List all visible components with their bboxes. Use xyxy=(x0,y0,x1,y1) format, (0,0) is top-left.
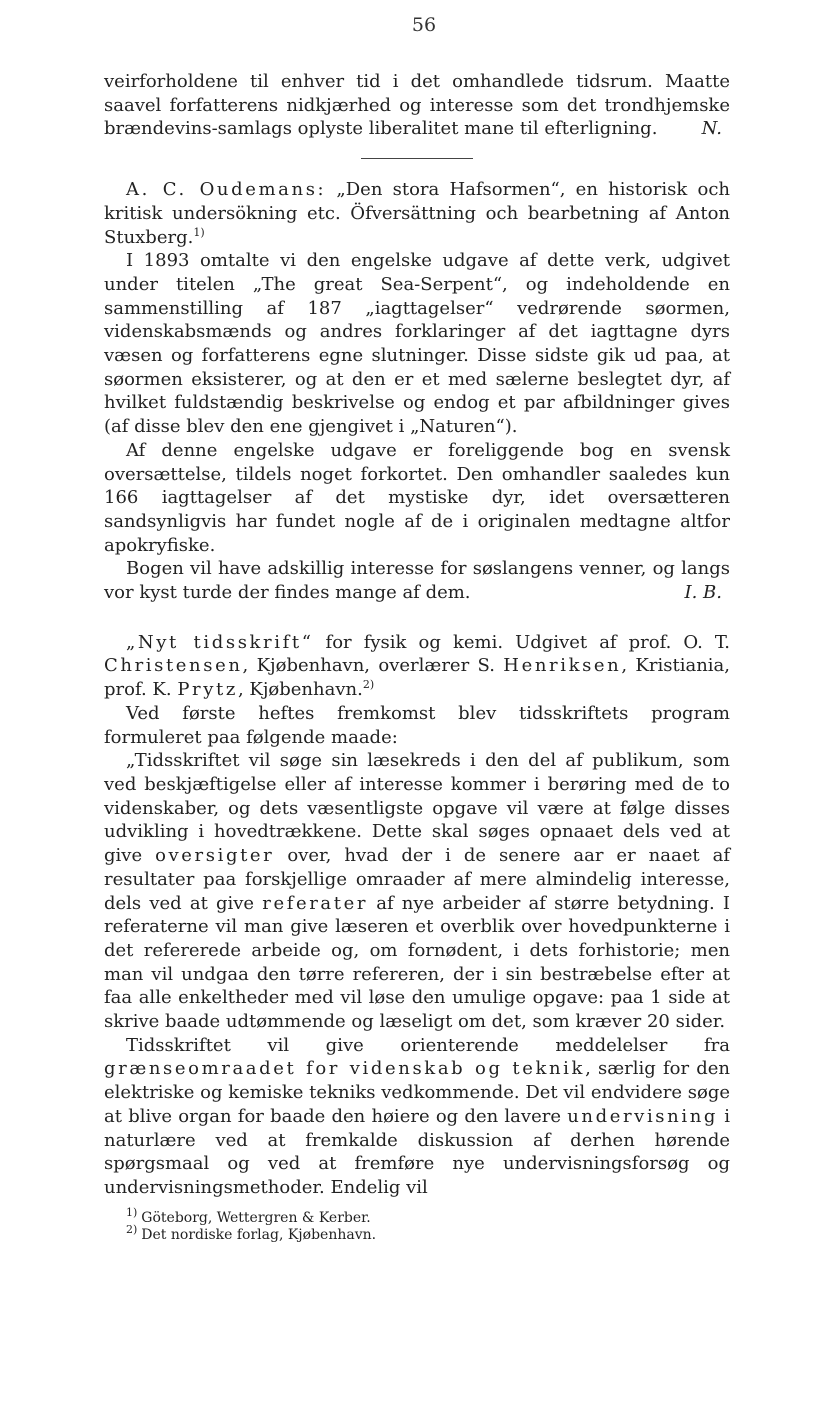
emph-oversigter: oversigter xyxy=(155,845,275,867)
continuation-paragraph xyxy=(104,70,730,141)
review2-para2 xyxy=(104,749,730,1033)
footnote-2-mark: 2) xyxy=(126,1222,138,1236)
review2-para2-a: „Tidsskriftet vil søge sin læsekreds i den del af publikum, som ved beskjæftigelse eller af interesse kommer i berøring med de to videnskaber, og dets væsentligste opgave vil være at følge disses udvikling i hovedtrækkene. Dette skal søges opnaaet dels ved at give xyxy=(104,750,730,867)
review2-heading xyxy=(104,631,730,702)
review1-para1: I 1893 omtalte vi den engelske udgave af dette verk, udgivet under titelen „The great Sea-Serpent“, og indeholdende en sammenstilling af 187 „iagttagelser“ vedrørende søormen, videnskabsmænds og andres forklaringer af det iagttagne dyrs væsen og forfatterens egne slutninger. Disse sidste gik ud paa, at søormen eksisterer, og at den er et med sælerne beslegtet dyr, af hvilket fuldstændig beskrivelse og endog et par afbildninger gives (af disse blev den ene gjengivet i „Naturen“). xyxy=(104,250,730,438)
footnote-ref-1: 1) xyxy=(193,225,205,239)
footnote-1-text: Göteborg, Wettergren & Kerber. xyxy=(141,1209,371,1226)
review1-title: „Den stora Hafsormen“, en historisk och kritisk undersökning etc. Öfversättning och bearbetning af Anton Stuxberg. xyxy=(104,179,730,248)
signature-ib: I. B. xyxy=(684,582,722,604)
review1-para3 xyxy=(104,557,730,604)
review2-para3-a: Tidsskriftet vil give orienterende meddelelser fra xyxy=(126,1034,730,1056)
review2-para3-c: i naturlære ved at fremkalde diskussion af derhen hørende spørgsmaal og ved at fremføre nye undervisningsforsøg og undervisningsmethoder. Endelig vil xyxy=(104,1105,730,1198)
editor-christensen: Christensen xyxy=(104,655,243,677)
review2-text3: , Kjøbenhavn. xyxy=(237,679,363,701)
continuation-text: veirforholdene til enhver tid i det omhandlede tidsrum. Maatte saavel forfatterens nidkjærhed og interesse som det trondhjemske brændevins-samlags oplyste liberalitet mane til efterligning. xyxy=(104,71,730,140)
signature-n: N. xyxy=(701,118,722,140)
footnote-2-text: Det nordiske forlag, Kjøbenhavn. xyxy=(141,1226,377,1243)
review2-para2-c: af nye arbeider af større betydning. I referaterne vil man give læseren et overblik over hovedpunkterne i det refererede arbeide og, om fornødent, i dets forhistorie; men man vil undgaa den tørre refereren, der i sin bestræbelse efter at faa alle enkeltheder med vil løse den umulige opgave: paa 1 side at skrive baade udtømmende og læseligt om det, som kræver 20 sider. xyxy=(104,892,730,1033)
footnote-2 xyxy=(126,1222,730,1244)
section-divider xyxy=(361,158,473,159)
emph-referater: referater xyxy=(262,892,369,914)
footnote-1-mark: 1) xyxy=(126,1205,138,1219)
editor-prytz: Prytz xyxy=(177,679,238,701)
review1-author: A. C. Oudemans: xyxy=(126,179,327,201)
review2-para1: Ved første heftes fremkomst blev tidsskriftets program formuleret paa følgende maade: xyxy=(104,702,730,748)
review2-title-rest: for fysik og kemi. Udgivet af prof. O. T. xyxy=(313,631,730,653)
emph-undervisning: undervisning xyxy=(567,1105,719,1127)
spacer xyxy=(104,605,730,631)
review1-para2: Af denne engelske udgave er foreliggende bog en svensk oversættelse, tildels noget forkortet. Den omhandler saaledes kun 166 iagttagelser af det mystiske dyr, idet oversætteren sandsynligvis har fundet nogle af de i originalen medtagne altfor apokryfiske. xyxy=(104,439,730,556)
editor-henriksen: Henriksen xyxy=(503,655,622,677)
page-number: 56 xyxy=(411,14,437,36)
review1-para3-text: Bogen vil have adskillig interesse for søslangens venner, og langs vor kyst turde der findes mange af dem. xyxy=(104,558,730,604)
review2-para3-b: , særlig for den elektriske og kemiske tekniks vedkommende. Det vil endvidere søge at blive organ for baade den høiere og den lavere xyxy=(104,1058,731,1127)
emph-graenseomraadet: grænseomraadet for videnskab og teknik xyxy=(104,1058,586,1080)
footnote-ref-2: 2) xyxy=(362,678,375,692)
review2-text1: , Kjøbenhavn, overlærer S. xyxy=(242,655,504,677)
review1-heading xyxy=(104,178,730,249)
review2-title: „Nyt tidsskrift“ xyxy=(126,631,314,653)
page-body xyxy=(104,70,730,1244)
review2-para2-b: over, hvad der i de senere aar er naaet af resultater paa forskjellige omraader af mere almindelig interesse, dels ved at give xyxy=(104,845,730,914)
review2-para3 xyxy=(104,1034,730,1200)
footnote-1 xyxy=(126,1205,730,1227)
footnotes xyxy=(104,1205,730,1244)
review2-text2: , Kristiania, prof. K. xyxy=(104,655,731,701)
